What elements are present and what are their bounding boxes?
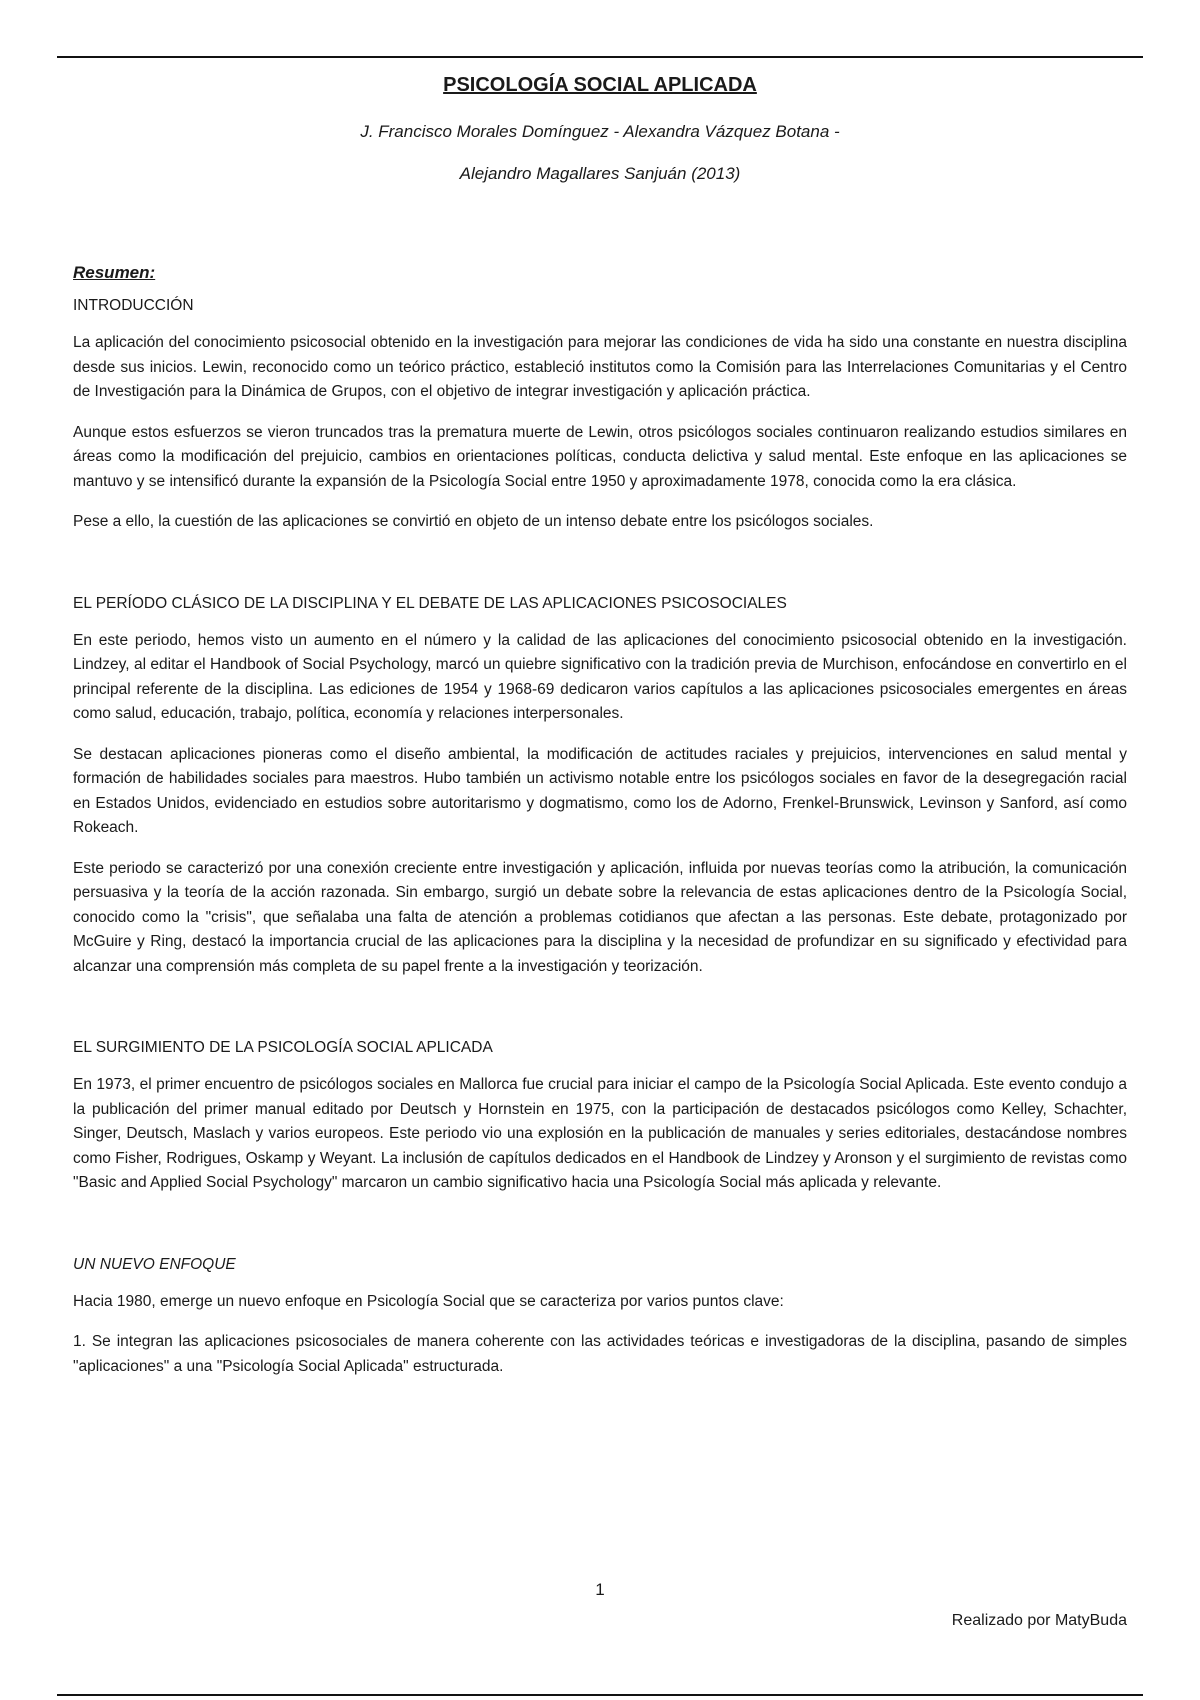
section-heading-surgimiento: EL SURGIMIENTO DE LA PSICOLOGÍA SOCIAL APLICADA <box>73 1039 493 1056</box>
intro-paragraph-1: La aplicación del conocimiento psicosocial obtenido en la investigación para mejorar las condiciones de vida ha sido una constante en nuestra disciplina desde sus inicios. Lewin, reconocido como un teórico práctico, estableció institutos como la Comisión para las Interrelaciones Comunitarias y el Centro de Investigación para la Dinámica de Grupos, con el objetivo de integrar investigación y aplicación práctica. <box>73 334 1127 400</box>
surgimiento-paragraph-1: En 1973, el primer encuentro de psicólogos sociales en Mallorca fue crucial para iniciar el campo de la Psicología Social Aplicada. Este evento condujo a la publicación del primer manual editado por Deutsch y Hornstein en 1975, con la participación de destacados psicólogos como Kelley, Schachter, Singer, Deutsch, Maslach y varios europeos. Este periodo vio una explosión en la publicación de manuales y series editoriales, destacándose nombres como Fisher, Rodrigues, Oskamp y Weyant. La inclusión de capítulos dedicados en el Handbook de Lindzey y Aronson y el surgimiento de revistas como "Basic and Applied Social Psychology" marcaron un cambio significativo hacia una Psicología Social más aplicada y relevante. <box>73 1076 1127 1191</box>
section-heading-clasico: EL PERÍODO CLÁSICO DE LA DISCIPLINA Y EL DEBATE DE LAS APLICACIONES PSICOSOCIALES <box>73 594 787 612</box>
author-credit: Realizado por MatyBuda <box>951 1612 1127 1629</box>
clasico-paragraph-2: Se destacan aplicaciones pioneras como el diseño ambiental, la modificación de actitudes raciales y prejuicios, intervenciones en salud mental y formación de habilidades sociales para maestros. Hubo también un activismo notable entre los psicólogos sociales en favor de la desegregación racial en Estados Unidos, evidenciado en estudios sobre autoritarismo y dogmatismo, como los de Adorno, Frenkel-Brunswick, Levinson y Sanford, así como Rokeach. <box>73 745 1127 836</box>
enfoque-paragraph-2: 1. Se integran las aplicaciones psicosociales de manera coherente con las actividades teóricas e investigadoras de la disciplina, pasando de simples "aplicaciones" a una "Psicología Social Aplicada" estructurada. <box>73 1333 1127 1375</box>
authors-line-1: J. Francisco Morales Domínguez - Alexandra Vázquez Botana - <box>360 122 840 141</box>
clasico-paragraph-1: En este periodo, hemos visto un aumento en el número y la calidad de las aplicaciones del conocimiento psicosocial obtenido en la investigación. Lindzey, al editar el Handbook of Social Psychology, marcó un quiebre significativo con la tradición previa de Murchison, enfocándose en convertirlo en el principal referente de la disciplina. Las ediciones de 1954 y 1968-69 dedicaron varios capítulos a las aplicaciones psicosociales emergentes en áreas como salud, educación, trabajo, política, economía y relaciones interpersonales. <box>73 631 1127 722</box>
clasico-paragraph-3: Este periodo se caracterizó por una conexión creciente entre investigación y aplicación, influida por nuevas teorías como la atribución, la comunicación persuasiva y la teoría de la acción razonada. Sin embargo, surgió un debate sobre la relevancia de estas aplicaciones dentro de la Psicología Social, conocido como la "crisis", que señalaba una falta de atención a problemas cotidianos que afectan a las personas. Este debate, protagonizado por McGuire y Ring, destacó la importancia crucial de las aplicaciones para la disciplina y la necesidad de profundizar en su significado y efectividad para alcanzar una comprensión más completa de su papel frente a la investigación y teorización. <box>73 859 1127 975</box>
document-page <box>73 70 1127 1379</box>
section-heading-enfoque: UN NUEVO ENFOQUE <box>73 1255 236 1273</box>
bottom-rule <box>57 1694 1143 1696</box>
intro-paragraph-2: Aunque estos esfuerzos se vieron truncados tras la prematura muerte de Lewin, otros psicólogos sociales continuaron realizando estudios similares en áreas como la modificación del prejuicio, cambios en orientaciones políticas, conducta delictiva y salud mental. Este enfoque en las aplicaciones se mantuvo y se intensificó durante la expansión de la Psicología Social entre 1950 y aproximadamente 1978, conocida como la era clásica. <box>73 423 1127 490</box>
section-heading-intro: INTRODUCCIÓN <box>73 297 194 314</box>
page-number: 1 <box>595 1580 605 1599</box>
authors-line-2: Alejandro Magallares Sanjuán (2013) <box>459 164 741 183</box>
resumen-label: Resumen: <box>73 263 156 282</box>
enfoque-paragraph-1: Hacia 1980, emerge un nuevo enfoque en Psicología Social que se caracteriza por varios puntos clave: <box>73 1292 784 1310</box>
top-rule <box>57 56 1143 58</box>
intro-paragraph-3: Pese a ello, la cuestión de las aplicaciones se convirtió en objeto de un intenso debate entre los psicólogos sociales. <box>73 513 874 530</box>
document-title: PSICOLOGÍA SOCIAL APLICADA <box>443 74 757 96</box>
